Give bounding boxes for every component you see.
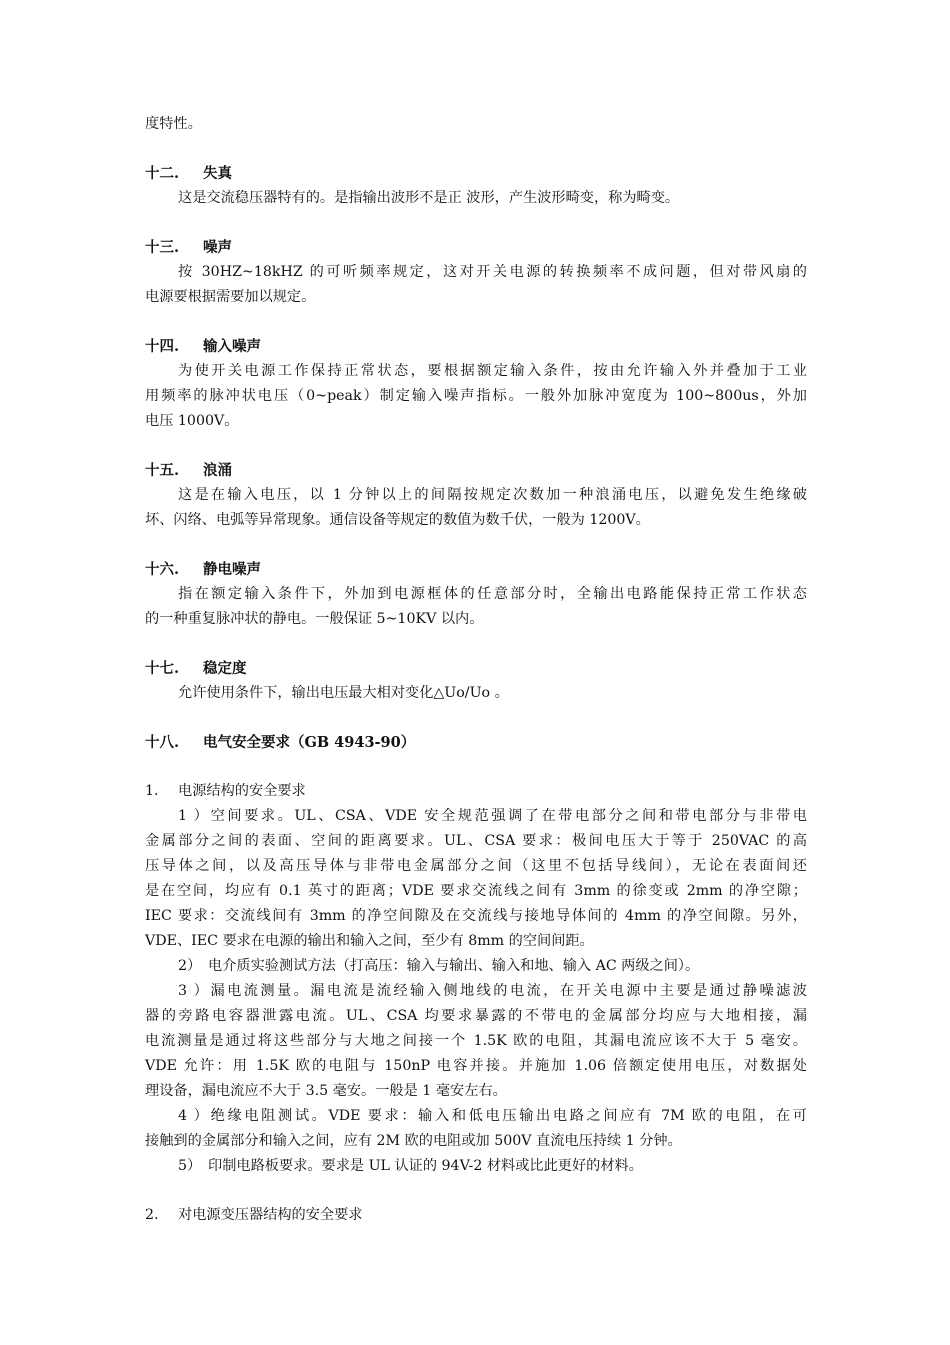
section-number: 十七. <box>145 660 180 677</box>
section-title: 噪声 <box>203 239 232 256</box>
section-number: 十二. <box>145 165 180 182</box>
sub-item-text: 绝缘电阻测试。VDE 要求：输入和低电压输出电路之间应有 7M 欧的电阻，在可 <box>208 1108 808 1124</box>
sub-item-line: 压导体之间，以及高压导体与非带电金属部分之间（这里不包括导线间），无论在表面间还 <box>145 858 807 874</box>
document-page <box>145 112 807 1228</box>
item-title: 对电源变压器结构的安全要求 <box>178 1207 363 1223</box>
sub-item-line: 电流测量是通过将这些部分与大地之间接一个 1.5K 欧的电阻，其漏电流应该不大于 5 毫安。 <box>145 1033 807 1049</box>
section-heading <box>145 235 807 260</box>
sub-item-number: 2） <box>178 958 202 974</box>
paragraph-line: 指在额定输入条件下，外加到电源框体的任意部分时，全输出电路能保持正常工作状态 <box>178 586 807 602</box>
sub-item-line: 接触到的金属部分和输入之间，应有 2M 欧的电阻或加 500V 直流电压持续 1 分钟。 <box>145 1133 682 1149</box>
sub-item-line <box>145 979 807 1004</box>
sub-item-number: 3） <box>178 983 208 999</box>
sub-item-line: 金属部分之间的表面、空间的距离要求。UL、CSA 要求：极间电压大于等于 250VAC 的高 <box>145 833 807 849</box>
item-number: 2. <box>145 1207 159 1223</box>
section-title: 静电噪声 <box>203 561 261 578</box>
section-title: 输入噪声 <box>203 338 261 355</box>
sub-item-line: VDE、IEC 要求在电源的输出和输入之间，至少有 8mm 的空间间距。 <box>145 933 594 949</box>
section-title: 电气安全要求（GB 4943-90） <box>203 734 416 751</box>
section-title: 失真 <box>203 165 232 182</box>
sub-items <box>145 804 807 1179</box>
sub-item-line: VDE 允许：用 1.5K 欧的电阻与 150nP 电容并接。并施加 1.06 倍额定使用电压，对数据处 <box>145 1058 807 1074</box>
sections <box>145 161 807 755</box>
intro-line: 度特性。 <box>145 116 202 132</box>
section-heading <box>145 656 807 681</box>
sub-item-number: 4） <box>178 1108 208 1124</box>
sub-item-text: 印制电路板要求。要求是 UL 认证的 94V-2 材料或比此更好的材料。 <box>208 1158 643 1174</box>
sub-item-number: 5） <box>178 1158 202 1174</box>
paragraph-line: 的一种重复脉冲状的静电。一般保证 5~10KV 以内。 <box>145 611 484 627</box>
paragraph-line: 这是在输入电压，以 1 分钟以上的间隔按规定次数加一种浪涌电压，以避免发生绝缘破 <box>178 487 807 503</box>
sub-item-line: 理设备，漏电流应不大于 3.5 毫安。一般是 1 毫安左右。 <box>145 1083 507 1099</box>
section-heading <box>145 557 807 582</box>
sub-item-text: 电介质实验测试方法（打高压：输入与输出、输入和地、输入 AC 两级之间）。 <box>208 958 700 974</box>
section-number: 十五. <box>145 462 180 479</box>
section-number: 十四. <box>145 338 180 355</box>
section-heading <box>145 161 807 186</box>
item-title: 电源结构的安全要求 <box>178 783 306 799</box>
section-title: 浪涌 <box>203 462 232 479</box>
paragraph-line: 电源要根据需要加以规定。 <box>145 289 316 305</box>
sub-item-line: 是在空间，均应有 0.1 英寸的距离；VDE 要求交流线之间有 3mm 的徐变或 2mm 的净空隙； <box>145 883 807 899</box>
section-heading <box>145 730 807 755</box>
paragraph-line: 为使开关电源工作保持正常状态，要根据额定输入条件，按由允许输入外并叠加于工业 <box>178 363 807 379</box>
paragraph-line: 坏、闪络、电弧等异常现象。通信设备等规定的数值为数千伏，一般为 1200V。 <box>145 512 650 528</box>
sub-item-line <box>145 1154 807 1179</box>
section-number: 十六. <box>145 561 180 578</box>
item-2-heading <box>145 1203 807 1228</box>
paragraph-line: 这是交流稳压器特有的。是指输出波形不是正 波形，产生波形畸变，称为畸变。 <box>178 190 680 206</box>
sub-item-number: 1） <box>178 808 208 824</box>
sub-item-line <box>145 954 807 979</box>
sub-item-line: 器的旁路电容器泄露电流。UL、CSA 均要求暴露的不带电的金属部分均应与大地相接，漏 <box>145 1008 807 1024</box>
sub-item-line <box>145 804 807 829</box>
sub-item-line: IEC 要求：交流线间有 3mm 的净空间隙及在交流线与接地导体间的 4mm 的净空间隙。另外， <box>145 908 807 924</box>
section-title: 稳定度 <box>203 660 247 677</box>
sub-item-text: 空间要求。UL、CSA、VDE 安全规范强调了在带电部分之间和带电部分与非带电 <box>208 808 807 824</box>
item-number: 1. <box>145 783 159 799</box>
paragraph-line: 按 30HZ~18kHZ 的可听频率规定，这对开关电源的转换频率不成问题，但对带风扇的 <box>178 264 807 280</box>
sub-item-text: 漏电流测量。漏电流是流经输入侧地线的电流，在开关电源中主要是通过静噪滤波 <box>208 983 807 999</box>
paragraph-line: 允许使用条件下，输出电压最大相对变化△Uo/Uo 。 <box>178 685 509 701</box>
section-number: 十三. <box>145 239 180 256</box>
section-number: 十八. <box>145 734 180 751</box>
section-heading <box>145 458 807 483</box>
paragraph-line: 电压 1000V。 <box>145 413 239 429</box>
sub-item-line <box>145 1104 807 1129</box>
section-heading <box>145 334 807 359</box>
item-1-heading <box>145 779 807 804</box>
paragraph-line: 用频率的脉冲状电压（0~peak）制定输入噪声指标。一般外加脉冲宽度为 100~800us，外加 <box>145 388 807 404</box>
